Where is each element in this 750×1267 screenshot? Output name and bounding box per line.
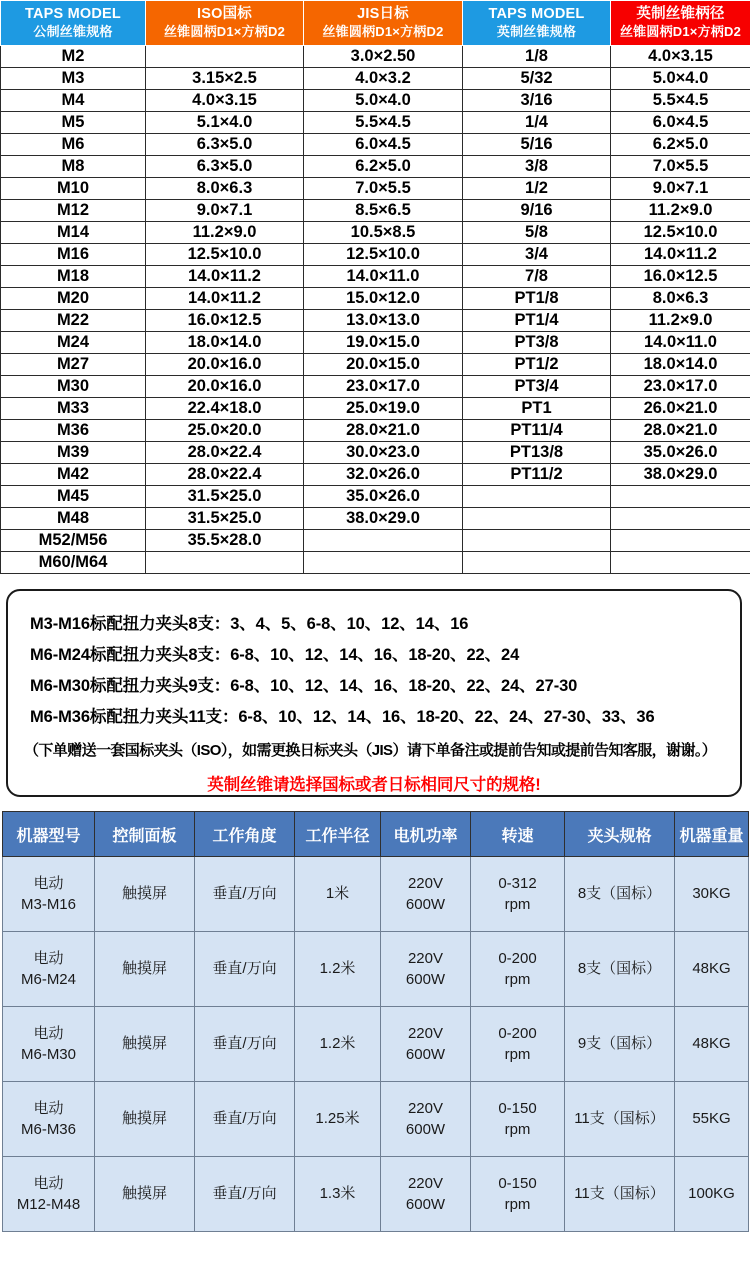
spec-value-cell: PT11/2 <box>463 464 611 486</box>
spec-value-cell <box>146 552 304 574</box>
table-row <box>3 1007 749 1082</box>
spec-value-cell: 5.5×4.5 <box>611 90 750 112</box>
spec-value-cell: 25.0×19.0 <box>304 398 463 420</box>
spec-value-cell: 19.0×15.0 <box>304 332 463 354</box>
spec-value-cell <box>611 530 750 552</box>
spec-header-row <box>1 1 750 46</box>
spec-value-cell <box>611 486 750 508</box>
table-row <box>1 222 750 244</box>
spec-value-cell <box>146 46 304 68</box>
spec-header-title: ISO国标 <box>197 6 252 23</box>
spec-model-cell: M12 <box>1 200 146 222</box>
spec-value-cell: 3.0×2.50 <box>304 46 463 68</box>
machine-power-cell <box>381 1082 471 1157</box>
machine-model-cell <box>3 932 95 1007</box>
spec-header-subtitle: 丝锥圆柄D1×方柄D2 <box>322 23 444 39</box>
spec-value-cell: 14.0×11.0 <box>304 266 463 288</box>
spec-value-cell: 35.0×26.0 <box>304 486 463 508</box>
machine-header-cell-7: 机器重量 <box>675 812 749 857</box>
machine-weight-cell: 30KG <box>675 857 749 932</box>
spec-model-cell: M16 <box>1 244 146 266</box>
spec-value-cell: 5/8 <box>463 222 611 244</box>
spec-value-cell: 6.0×4.5 <box>304 134 463 156</box>
spec-value-cell: 35.0×26.0 <box>611 442 750 464</box>
table-row <box>1 530 750 552</box>
machine-model-cell-line1: 电动 <box>33 874 64 892</box>
spec-value-cell: 10.5×8.5 <box>304 222 463 244</box>
machine-table-body <box>3 857 749 1232</box>
spec-header-subtitle: 公制丝锥规格 <box>33 23 113 39</box>
spec-header-cell-3 <box>463 1 611 46</box>
spec-value-cell: PT1/8 <box>463 288 611 310</box>
machine-power-cell <box>381 1157 471 1232</box>
spec-value-cell: 14.0×11.2 <box>611 244 750 266</box>
spec-value-cell: 11.2×9.0 <box>611 310 750 332</box>
table-row <box>1 420 750 442</box>
spec-header-cell-0 <box>1 1 146 46</box>
spec-value-cell: 11.2×9.0 <box>146 222 304 244</box>
spec-value-cell: 4.0×3.15 <box>146 90 304 112</box>
machine-chuck-cell: 8支（国标） <box>565 857 675 932</box>
machine-speed-cell-line2: rpm <box>504 1196 531 1213</box>
spec-value-cell: 8.5×6.5 <box>304 200 463 222</box>
spec-value-cell: 9.0×7.1 <box>611 178 750 200</box>
machine-panel-cell: 触摸屏 <box>95 1157 195 1232</box>
machine-chuck-cell: 11支（国标） <box>565 1157 675 1232</box>
spec-value-cell: 5.5×4.5 <box>304 112 463 134</box>
machine-radius-cell: 1.2米 <box>295 1007 381 1082</box>
spec-value-cell: 28.0×22.4 <box>146 464 304 486</box>
spec-value-cell <box>463 552 611 574</box>
spec-value-cell: PT3/8 <box>463 332 611 354</box>
machine-header-cell-2: 工作角度 <box>195 812 295 857</box>
spec-value-cell: PT13/8 <box>463 442 611 464</box>
spec-value-cell: 12.5×10.0 <box>146 244 304 266</box>
table-row <box>1 508 750 530</box>
machine-model-cell <box>3 1082 95 1157</box>
spec-header-title: JIS日标 <box>357 6 409 23</box>
spec-model-cell: M48 <box>1 508 146 530</box>
spec-model-cell: M3 <box>1 68 146 90</box>
machine-power-cell-line1: 220V <box>407 1024 444 1042</box>
spec-value-cell: 35.5×28.0 <box>146 530 304 552</box>
spec-value-cell: 6.0×4.5 <box>611 112 750 134</box>
machine-weight-cell: 48KG <box>675 1007 749 1082</box>
spec-value-cell: 3/4 <box>463 244 611 266</box>
note-line: M6-M36标配扭力夹头11支：6-8、10、12、14、16、18-20、22、24、27-30、33、36 <box>30 708 655 727</box>
spec-value-cell <box>611 508 750 530</box>
machine-model-cell-line2: M3-M16 <box>20 896 76 913</box>
spec-value-cell: 4.0×3.15 <box>611 46 750 68</box>
machine-angle-cell: 垂直/万向 <box>195 932 295 1007</box>
table-row <box>1 332 750 354</box>
machine-model-cell <box>3 1157 95 1232</box>
machine-header-cell-4: 电机功率 <box>381 812 471 857</box>
note-parenthetical: （下单赠送一套国标夹头（ISO），如需更换日标夹头（JIS）请下单备注或提前告知或提前告知客服，谢谢。） <box>24 741 717 759</box>
machine-power-cell-line1: 220V <box>407 1099 444 1117</box>
machine-angle-cell: 垂直/万向 <box>195 1157 295 1232</box>
machine-model-cell-line2: M6-M36 <box>20 1121 76 1138</box>
machine-power-cell <box>381 857 471 932</box>
table-row <box>1 464 750 486</box>
machine-speed-cell-line1: 0-150 <box>498 1099 537 1117</box>
spec-value-cell <box>463 508 611 530</box>
spec-header-subtitle: 丝锥圆柄D1×方柄D2 <box>163 23 286 39</box>
table-row <box>1 156 750 178</box>
table-row <box>1 288 750 310</box>
table-row <box>3 1157 749 1232</box>
spec-value-cell: 3/16 <box>463 90 611 112</box>
machine-speed-cell-line2: rpm <box>504 896 531 913</box>
machine-model-cell-line2: M6-M30 <box>20 1046 76 1063</box>
spec-value-cell: PT3/4 <box>463 376 611 398</box>
machine-model-cell-line1: 电动 <box>33 949 64 967</box>
spec-value-cell: PT1 <box>463 398 611 420</box>
spec-value-cell: PT11/4 <box>463 420 611 442</box>
spec-model-cell: M36 <box>1 420 146 442</box>
spec-value-cell <box>304 530 463 552</box>
spec-model-cell: M60/M64 <box>1 552 146 574</box>
spec-value-cell: 12.5×10.0 <box>611 222 750 244</box>
machine-model-cell <box>3 1007 95 1082</box>
spec-value-cell: 11.2×9.0 <box>611 200 750 222</box>
spec-header-title: 英制丝锥柄径 <box>636 6 725 23</box>
spec-value-cell: 5.0×4.0 <box>611 68 750 90</box>
spec-value-cell: 1/2 <box>463 178 611 200</box>
table-row <box>1 134 750 156</box>
spec-header-cell-1 <box>146 1 304 46</box>
machine-specification-table <box>2 811 749 1232</box>
spec-model-cell: M22 <box>1 310 146 332</box>
spec-model-cell: M39 <box>1 442 146 464</box>
spec-value-cell: PT1/4 <box>463 310 611 332</box>
machine-speed-cell <box>471 932 565 1007</box>
machine-angle-cell: 垂直/万向 <box>195 857 295 932</box>
spec-value-cell: 7.0×5.5 <box>611 156 750 178</box>
spec-model-cell: M5 <box>1 112 146 134</box>
spec-value-cell: 7/8 <box>463 266 611 288</box>
table-row <box>1 244 750 266</box>
table-row <box>1 90 750 112</box>
machine-angle-cell: 垂直/万向 <box>195 1082 295 1157</box>
machine-panel-cell: 触摸屏 <box>95 1082 195 1157</box>
machine-chuck-cell: 8支（国标） <box>565 932 675 1007</box>
machine-speed-cell <box>471 1082 565 1157</box>
spec-value-cell <box>463 486 611 508</box>
machine-power-cell-line2: 600W <box>405 1121 446 1138</box>
tap-specification-table <box>0 0 750 574</box>
machine-speed-cell-line1: 0-200 <box>498 949 537 967</box>
machine-speed-cell <box>471 857 565 932</box>
machine-header-row <box>3 812 749 857</box>
spec-model-cell: M42 <box>1 464 146 486</box>
machine-radius-cell: 1米 <box>295 857 381 932</box>
spec-value-cell: 18.0×14.0 <box>611 354 750 376</box>
spec-value-cell: 5/16 <box>463 134 611 156</box>
spec-value-cell: 28.0×21.0 <box>304 420 463 442</box>
machine-power-cell <box>381 1007 471 1082</box>
spec-value-cell: 1/4 <box>463 112 611 134</box>
spec-value-cell: 1/8 <box>463 46 611 68</box>
spec-model-cell: M10 <box>1 178 146 200</box>
spec-value-cell: 14.0×11.2 <box>146 266 304 288</box>
spec-value-cell: 23.0×17.0 <box>304 376 463 398</box>
spec-value-cell: 5/32 <box>463 68 611 90</box>
machine-speed-cell-line1: 0-312 <box>498 874 537 892</box>
spec-value-cell: 14.0×11.0 <box>611 332 750 354</box>
spec-value-cell <box>463 530 611 552</box>
spec-table-header <box>1 1 750 46</box>
spec-model-cell: M20 <box>1 288 146 310</box>
chuck-note-box <box>6 589 742 797</box>
machine-panel-cell: 触摸屏 <box>95 857 195 932</box>
machine-angle-cell: 垂直/万向 <box>195 1007 295 1082</box>
spec-value-cell: 14.0×11.2 <box>146 288 304 310</box>
spec-value-cell: 6.2×5.0 <box>611 134 750 156</box>
spec-model-cell: M4 <box>1 90 146 112</box>
machine-power-cell-line1: 220V <box>407 1174 444 1192</box>
spec-table-body <box>1 46 750 574</box>
note-line: M3-M16标配扭力夹头8支：3、4、5、6-8、10、12、14、16 <box>30 615 469 634</box>
machine-speed-cell <box>471 1157 565 1232</box>
machine-header-cell-6: 夹头规格 <box>565 812 675 857</box>
machine-radius-cell: 1.3米 <box>295 1157 381 1232</box>
table-row <box>3 857 749 932</box>
machine-power-cell-line2: 600W <box>405 1196 446 1213</box>
spec-value-cell <box>304 552 463 574</box>
machine-power-cell-line1: 220V <box>407 874 444 892</box>
machine-speed-cell-line2: rpm <box>504 971 531 988</box>
machine-speed-cell-line2: rpm <box>504 1046 531 1063</box>
spec-header-subtitle: 丝锥圆柄D1×方柄D2 <box>619 23 742 39</box>
spec-value-cell: 8.0×6.3 <box>611 288 750 310</box>
spec-header-title: TAPS MODEL <box>25 6 121 23</box>
machine-panel-cell: 触摸屏 <box>95 932 195 1007</box>
spec-value-cell: 32.0×26.0 <box>304 464 463 486</box>
machine-speed-cell-line2: rpm <box>504 1121 531 1138</box>
spec-header-cell-2 <box>304 1 463 46</box>
spec-value-cell: 8.0×6.3 <box>146 178 304 200</box>
machine-radius-cell: 1.2米 <box>295 932 381 1007</box>
table-row <box>1 112 750 134</box>
spec-value-cell: 30.0×23.0 <box>304 442 463 464</box>
spec-value-cell: 20.0×16.0 <box>146 354 304 376</box>
spec-value-cell: 15.0×12.0 <box>304 288 463 310</box>
table-row <box>1 68 750 90</box>
machine-header-cell-1: 控制面板 <box>95 812 195 857</box>
machine-power-cell-line1: 220V <box>407 949 444 967</box>
spec-value-cell: 31.5×25.0 <box>146 508 304 530</box>
spec-value-cell: 9/16 <box>463 200 611 222</box>
machine-weight-cell: 48KG <box>675 932 749 1007</box>
spec-model-cell: M18 <box>1 266 146 288</box>
spec-value-cell: 31.5×25.0 <box>146 486 304 508</box>
spec-model-cell: M33 <box>1 398 146 420</box>
spec-value-cell: 3.15×2.5 <box>146 68 304 90</box>
spec-value-cell: 5.0×4.0 <box>304 90 463 112</box>
table-row <box>3 932 749 1007</box>
machine-model-cell-line2: M6-M24 <box>20 971 76 988</box>
machine-weight-cell: 55KG <box>675 1082 749 1157</box>
machine-power-cell-line2: 600W <box>405 896 446 913</box>
spec-value-cell: 6.3×5.0 <box>146 134 304 156</box>
warning-text: 英制丝锥请选择国标或者日标相同尺寸的规格! <box>207 775 541 794</box>
machine-model-cell-line1: 电动 <box>33 1174 64 1192</box>
spec-model-cell: M30 <box>1 376 146 398</box>
spec-value-cell: PT1/2 <box>463 354 611 376</box>
spec-value-cell: 12.5×10.0 <box>304 244 463 266</box>
spec-value-cell: 5.1×4.0 <box>146 112 304 134</box>
spec-value-cell: 28.0×21.0 <box>611 420 750 442</box>
spec-header-title: TAPS MODEL <box>488 6 585 23</box>
table-row <box>1 398 750 420</box>
machine-model-cell-line1: 电动 <box>33 1024 64 1042</box>
machine-power-cell-line2: 600W <box>405 971 446 988</box>
spec-value-cell: 4.0×3.2 <box>304 68 463 90</box>
spec-value-cell: 6.2×5.0 <box>304 156 463 178</box>
table-row <box>1 200 750 222</box>
machine-chuck-cell: 11支（国标） <box>565 1082 675 1157</box>
table-row <box>3 1082 749 1157</box>
machine-panel-cell: 触摸屏 <box>95 1007 195 1082</box>
table-row <box>1 552 750 574</box>
table-row <box>1 46 750 68</box>
machine-model-cell <box>3 857 95 932</box>
table-row <box>1 354 750 376</box>
spec-value-cell: 6.3×5.0 <box>146 156 304 178</box>
note-line: M6-M30标配扭力夹头9支：6-8、10、12、14、16、18-20、22、24、27-30 <box>30 677 578 696</box>
spec-model-cell: M8 <box>1 156 146 178</box>
machine-header-cell-0: 机器型号 <box>3 812 95 857</box>
spec-value-cell: 18.0×14.0 <box>146 332 304 354</box>
machine-chuck-cell: 9支（国标） <box>565 1007 675 1082</box>
spec-value-cell: 23.0×17.0 <box>611 376 750 398</box>
spec-model-cell: M45 <box>1 486 146 508</box>
table-row <box>1 486 750 508</box>
spec-model-cell: M2 <box>1 46 146 68</box>
machine-speed-cell <box>471 1007 565 1082</box>
spec-value-cell: 38.0×29.0 <box>611 464 750 486</box>
spec-model-cell: M14 <box>1 222 146 244</box>
spec-value-cell: 28.0×22.4 <box>146 442 304 464</box>
spec-model-cell: M52/M56 <box>1 530 146 552</box>
machine-header-cell-3: 工作半径 <box>295 812 381 857</box>
spec-model-cell: M6 <box>1 134 146 156</box>
spec-model-cell: M24 <box>1 332 146 354</box>
table-row <box>1 310 750 332</box>
table-row <box>1 376 750 398</box>
spec-value-cell: 26.0×21.0 <box>611 398 750 420</box>
spec-value-cell: 22.4×18.0 <box>146 398 304 420</box>
spec-value-cell: 20.0×15.0 <box>304 354 463 376</box>
spec-header-subtitle: 英制丝锥规格 <box>496 23 577 39</box>
note-line: M6-M24标配扭力夹头8支：6-8、10、12、14、16、18-20、22、24 <box>30 646 520 665</box>
spec-value-cell: 9.0×7.1 <box>146 200 304 222</box>
table-row <box>1 178 750 200</box>
machine-header-cell-5: 转速 <box>471 812 565 857</box>
machine-model-cell-line2: M12-M48 <box>16 1196 81 1213</box>
spec-value-cell: 16.0×12.5 <box>146 310 304 332</box>
spec-value-cell: 38.0×29.0 <box>304 508 463 530</box>
spec-model-cell: M27 <box>1 354 146 376</box>
spec-value-cell: 7.0×5.5 <box>304 178 463 200</box>
spec-header-cell-4 <box>611 1 750 46</box>
table-row <box>1 266 750 288</box>
machine-table-header <box>3 812 749 857</box>
machine-weight-cell: 100KG <box>675 1157 749 1232</box>
spec-value-cell: 25.0×20.0 <box>146 420 304 442</box>
machine-power-cell-line2: 600W <box>405 1046 446 1063</box>
spec-value-cell: 20.0×16.0 <box>146 376 304 398</box>
table-row <box>1 442 750 464</box>
spec-value-cell: 16.0×12.5 <box>611 266 750 288</box>
machine-radius-cell: 1.25米 <box>295 1082 381 1157</box>
spec-value-cell <box>611 552 750 574</box>
machine-speed-cell-line1: 0-150 <box>498 1174 537 1192</box>
machine-speed-cell-line1: 0-200 <box>498 1024 537 1042</box>
spec-value-cell: 3/8 <box>463 156 611 178</box>
machine-model-cell-line1: 电动 <box>33 1099 64 1117</box>
spec-value-cell: 13.0×13.0 <box>304 310 463 332</box>
machine-power-cell <box>381 932 471 1007</box>
